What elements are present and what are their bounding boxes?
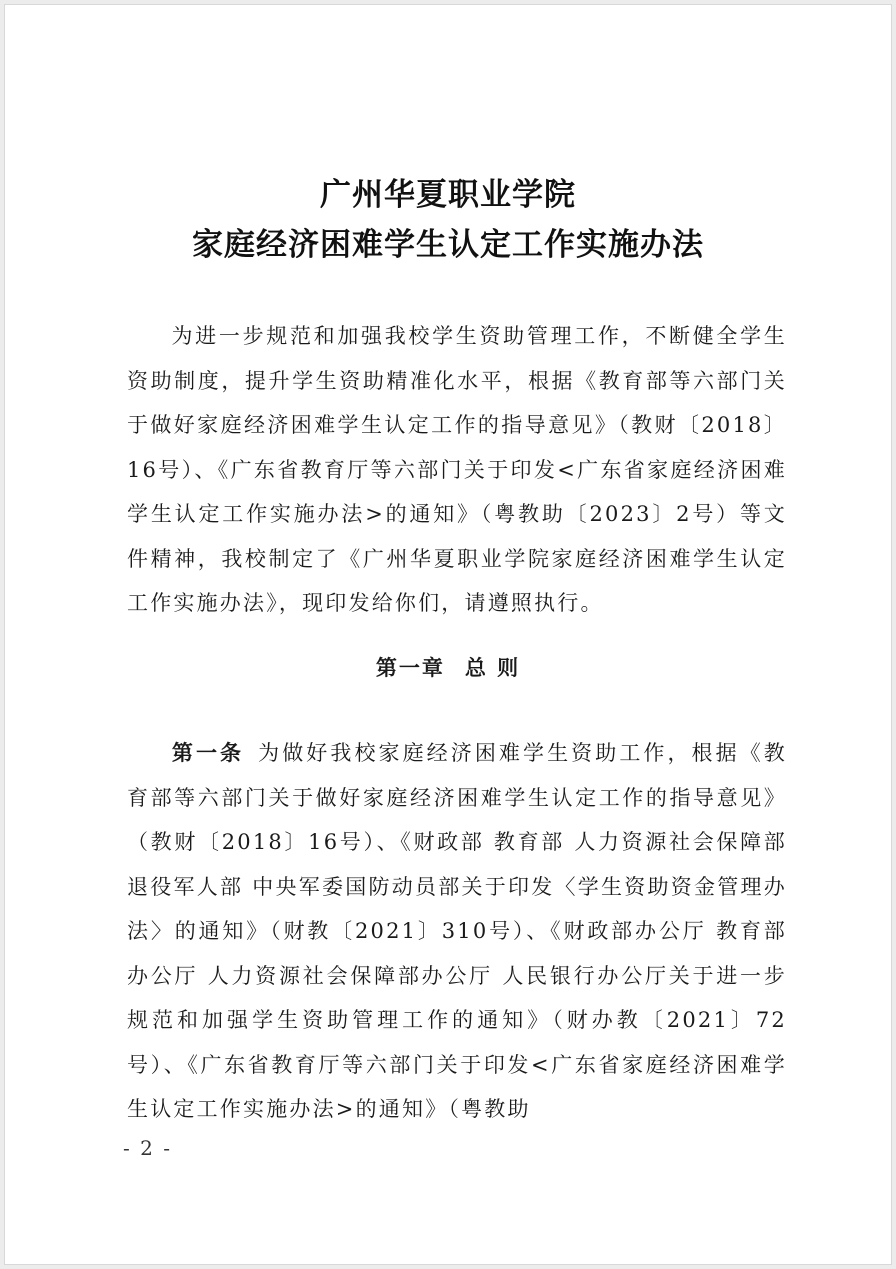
document-title-line-2: 家庭经济困难学生认定工作实施办法 [192,227,704,263]
chapter-name: 总 则 [464,656,521,680]
intro-paragraph [127,314,787,626]
document-title-line-1: 广州华夏职业学院 [320,177,576,213]
document-page [4,4,892,1265]
article-1-paragraph [127,731,787,1132]
chapter-heading [5,652,891,682]
article-1-text: 为做好我校家庭经济困难学生资助工作，根据《教育部等六部门关于做好家庭经济困难学生认定工作的指导意见》（教财〔2018〕16号）、《财政部 教育部 人力资源社会保障部 退役军人部 中央军委国防动员部关于印发〈学生资助资金管理办法〉的通知》（财教〔2021〕310号）、《财政部办公厅 教育部办公厅 人力资源社会保障部办公厅 人民银行办公厅关于进一步规范和加强学生资助管理工作的通知》（财办教〔2021〕72号）、《广东省教育厅等六部门关于印发<广东省家庭经济困难学生认定工作实施办法>的通知》（粤教助 [127,741,787,1121]
intro-text: 为进一步规范和加强我校学生资助管理工作，不断健全学生资助制度，提升学生资助精准化水平，根据《教育部等六部门关于做好家庭经济困难学生认定工作的指导意见》（教财〔2018〕16号）、《广东省教育厅等六部门关于印发<广东省家庭经济困难学生认定工作实施办法>的通知》（粤教助〔2023〕2号）等文件精神，我校制定了《广州华夏职业学院家庭经济困难学生认定工作实施办法》，现印发给你们，请遵照执行。 [127,324,787,615]
article-1-label: 第一条 [171,741,245,765]
chapter-number: 第一章 [375,656,445,680]
page-number: - 2 - [123,1136,172,1160]
